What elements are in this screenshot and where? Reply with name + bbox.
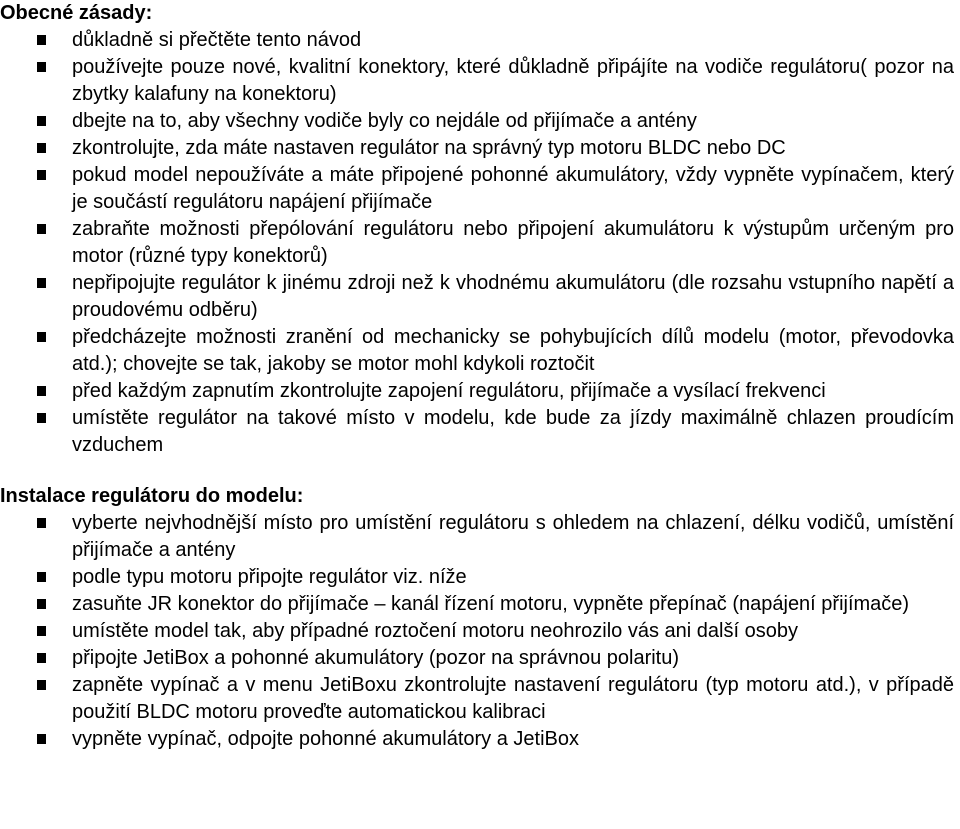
list-item-text: zkontrolujte, zda máte nastaven regulátor na správný typ motoru BLDC nebo DC [72,137,786,159]
list-item-text: důkladně si přečtěte tento návod [72,29,362,51]
list-item [0,216,954,270]
list-item-text: dbejte na to, aby všechny vodiče byly co nejdále od přijímače a antény [72,110,697,132]
square-bullet-icon [37,386,46,396]
list-item-text: předcházejte možnosti zranění od mechanicky se pohybujících dílů modelu (motor, převodovka atd.); chovejte se tak, jakoby se motor mohl kdykoli roztočit [72,326,954,375]
square-bullet-icon [37,599,46,609]
section-title-installation: Instalace regulátoru do modelu: [0,485,304,507]
square-bullet-icon [37,734,46,744]
list-item-text: pokud model nepoužíváte a máte připojené pohonné akumulátory, vždy vypněte vypínačem, který je součástí regulátoru napájení přijímače [72,164,954,213]
list-item [0,726,954,753]
list-item-text: umístěte regulátor na takové místo v modelu, kde bude za jízdy maximálně chlazen proudícím vzduchem [72,407,954,456]
general-principles-list [0,27,954,459]
list-item-text: umístěte model tak, aby případné roztočení motoru neohrozilo vás ani další osoby [72,620,798,642]
square-bullet-icon [37,626,46,636]
list-item [0,645,954,672]
list-item [0,564,954,591]
square-bullet-icon [37,116,46,126]
square-bullet-icon [37,278,46,288]
list-item-text: připojte JetiBox a pohonné akumulátory (pozor na správnou polaritu) [72,647,680,669]
square-bullet-icon [37,653,46,663]
square-bullet-icon [37,332,46,342]
list-item [0,591,954,618]
square-bullet-icon [37,680,46,690]
list-item [0,618,954,645]
section-title-general-principles: Obecné zásady: [0,2,153,24]
square-bullet-icon [37,143,46,153]
square-bullet-icon [37,62,46,72]
list-item [0,378,954,405]
list-item-text: zabraňte možnosti přepólování regulátoru nebo připojení akumulátoru k výstupům určeným pro motor (různé typy konektorů) [72,218,954,267]
list-item [0,672,954,726]
list-item-text: zasuňte JR konektor do přijímače – kanál řízení motoru, vypněte přepínač (napájení přijímače) [72,593,910,615]
list-item [0,162,954,216]
list-item-text: nepřipojujte regulátor k jinému zdroji než k vhodnému akumulátoru (dle rozsahu vstupního napětí a proudovému odběru) [72,272,954,321]
list-item-text: zapněte vypínač a v menu JetiBoxu zkontrolujte nastavení regulátoru (typ motoru atd.), v případě použití BLDC motoru proveďte automatickou kalibraci [72,674,954,723]
list-item-text: vypněte vypínač, odpojte pohonné akumulátory a JetiBox [72,728,579,750]
list-item-text: před každým zapnutím zkontrolujte zapojení regulátoru, přijímače a vysílací frekvenci [72,380,826,402]
square-bullet-icon [37,224,46,234]
list-item [0,27,954,54]
list-item [0,135,954,162]
list-item [0,108,954,135]
installation-list [0,510,954,753]
square-bullet-icon [37,170,46,180]
square-bullet-icon [37,518,46,528]
list-item [0,510,954,564]
list-item [0,270,954,324]
list-item [0,324,954,378]
square-bullet-icon [37,35,46,45]
list-item-text: podle typu motoru připojte regulátor viz. níže [72,566,467,588]
square-bullet-icon [37,413,46,423]
list-item-text: používejte pouze nové, kvalitní konektory, které důkladně připájíte na vodiče regulátoru( pozor na zbytky kalafuny na konektoru) [72,56,954,105]
list-item-text: vyberte nejvhodnější místo pro umístění regulátoru s ohledem na chlazení, délku vodičů, umístění přijímače a antény [72,512,954,561]
square-bullet-icon [37,572,46,582]
list-item [0,54,954,108]
list-item [0,405,954,459]
